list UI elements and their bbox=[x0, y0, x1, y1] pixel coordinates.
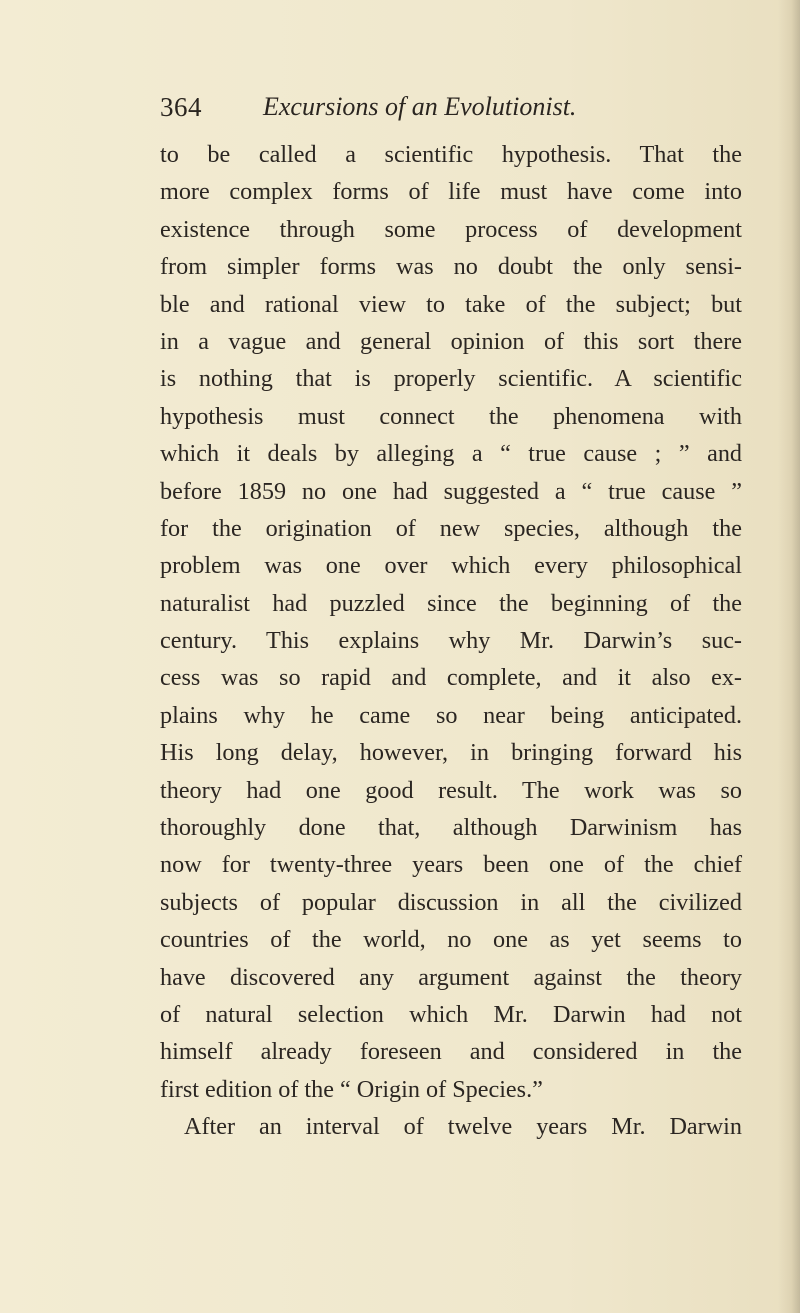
text-line: thoroughly done that, although Darwinism has bbox=[160, 814, 742, 842]
text-line: himself already foreseen and considered in the bbox=[160, 1038, 742, 1066]
text-line: existence through some process of development bbox=[160, 215, 742, 243]
text-line: in a vague and general opinion of this sort there bbox=[160, 327, 742, 355]
text-line: theory had one good result. The work was so bbox=[160, 776, 742, 804]
text-line: cess was so rapid and complete, and it also ex- bbox=[160, 664, 742, 692]
text-line: from simpler forms was no doubt the only sensi- bbox=[160, 253, 742, 281]
page-header bbox=[160, 92, 720, 132]
text-line: naturalist had puzzled since the beginning of the bbox=[160, 589, 742, 617]
text-line: His long delay, however, in bringing forward his bbox=[160, 739, 742, 767]
text-line: which it deals by alleging a “ true cause ; ” and bbox=[160, 440, 742, 468]
page-number: 364 bbox=[160, 92, 202, 122]
text-line: first edition of the “ Origin of Species.” bbox=[160, 1075, 543, 1103]
text-line: plains why he came so near being anticipated. bbox=[160, 701, 742, 729]
text-line: more complex forms of life must have come into bbox=[160, 178, 742, 206]
text-line: subjects of popular discussion in all the civilized bbox=[160, 888, 742, 916]
text-line: for the origination of new species, although the bbox=[160, 514, 742, 542]
body-text bbox=[160, 136, 742, 1146]
text-line: of natural selection which Mr. Darwin had not bbox=[160, 1000, 742, 1028]
text-line: is nothing that is properly scientific. A scientific bbox=[160, 365, 742, 393]
text-line: now for twenty-three years been one of the chief bbox=[160, 851, 742, 879]
text-line: century. This explains why Mr. Darwin’s suc- bbox=[160, 627, 742, 655]
text-line: to be called a scientific hypothesis. That the bbox=[160, 141, 742, 168]
text-line: After an interval of twelve years Mr. Darwin bbox=[184, 1113, 742, 1141]
text-line: before 1859 no one had suggested a “ true cause ” bbox=[160, 477, 742, 505]
text-line: ble and rational view to take of the subject; but bbox=[160, 290, 742, 318]
text-line: have discovered any argument against the theory bbox=[160, 963, 742, 991]
page-edge-shadow bbox=[778, 0, 800, 1313]
text-line: problem was one over which every philosophical bbox=[160, 552, 742, 580]
text-line: hypothesis must connect the phenomena with bbox=[160, 402, 742, 430]
running-title: Excursions of an Evolutionist. bbox=[263, 92, 577, 121]
text-line: countries of the world, no one as yet seems to bbox=[160, 926, 742, 954]
